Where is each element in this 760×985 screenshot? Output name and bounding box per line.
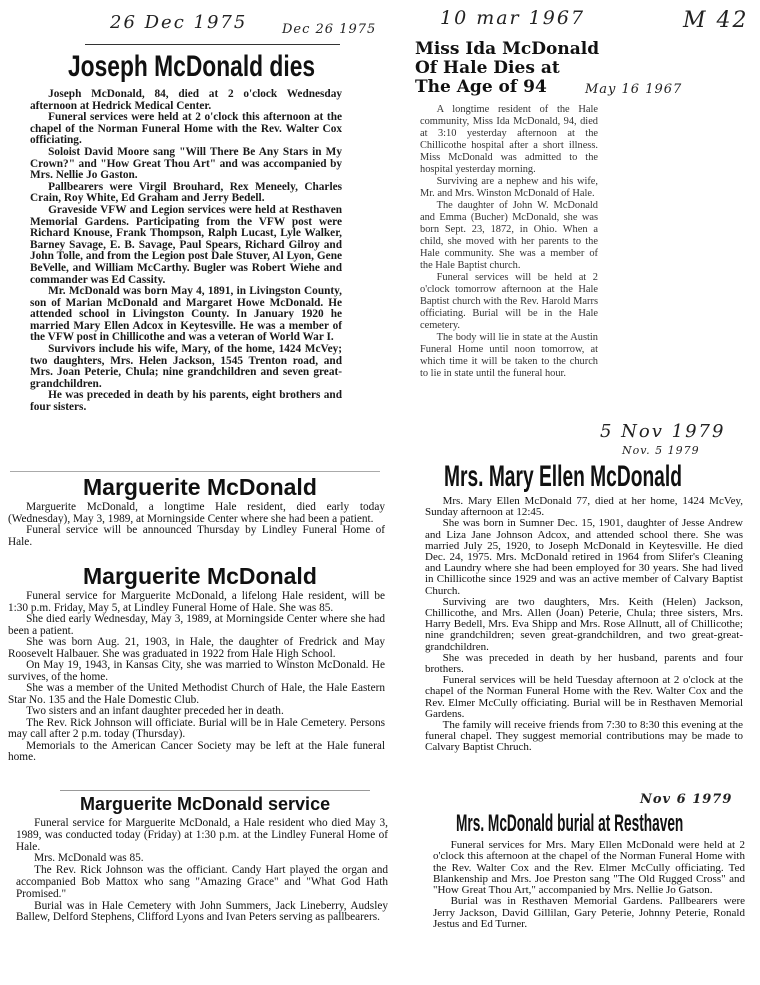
paragraph: Funeral services were held at 2 o'clock this afternoon at the chapel of the Norman Funeral Home with the Rev. Walter Cox officiating.: [30, 111, 342, 147]
handwritten-date: Nov 6 1979: [640, 792, 733, 807]
paragraph: Memorials to the American Cancer Society may be left at the Hale funeral home.: [8, 739, 385, 763]
paragraph: Funeral service for Marguerite McDonald, a Hale resident who died May 3, 1989, was conducted today (Friday) at 1:30 p.m. at the Lindley Funeral Home of Hale.: [16, 817, 388, 853]
headline-line: The Age of 94: [415, 77, 547, 97]
paragraph: The daughter of John W. McDonald and Emma (Bucher) McDonald, she was born Sept. 23, 1872, in Ohio. When a child, she moved with her parents to the Hale community. She was a member of the Hale Baptist church.: [420, 200, 598, 271]
page-label: M 42: [683, 8, 749, 33]
paragraph: On May 19, 1943, in Kansas City, she was married to Winston McDonald. He survives, of the home.: [8, 659, 385, 683]
article-body: [8, 591, 385, 764]
paragraph: The Rev. Rick Johnson will officiate. Burial will be in Hale Cemetery. Persons may call after 2 p.m. today (Thursday).: [8, 716, 385, 740]
handwritten-date: 26 Dec 1975: [110, 12, 248, 33]
paragraph: She was a member of the United Methodist Church of Hale, the Hale Eastern Star No. 135 and the Hale Domestic Club.: [8, 682, 385, 706]
headline-line: Miss Ida McDonald: [415, 39, 600, 59]
handwritten-date: 5 Nov 1979: [600, 421, 726, 442]
paragraph: Pallbearers were Virgil Brouhard, Rex Meneely, Charles Crain, Roy White, Ed Graham and Jerry Bedell.: [30, 180, 342, 205]
paragraph: She was preceded in death by her husband, parents and four brothers.: [425, 651, 743, 676]
headline-line: Of Hale Dies at: [415, 58, 560, 78]
paragraph: She was born in Sumner Dec. 15, 1901, daughter of Jesse Andrew and Liza Jane Johnson Adcox, and attended school there. She was married July 25, 1920, to Joseph McDonald in Keytesville. He died Dec. 24, 1975. Mrs. McDonald retired in 1964 from Slifer's Cleaning and Laundry where she had been employed for 30 years. She had lived in Chillicothe since 1929 and was an active member of Calvary Baptist Church.: [425, 517, 743, 597]
paragraph: Two sisters and an infant daughter preceded her in death.: [26, 705, 284, 717]
headline: [415, 40, 599, 97]
headline: Marguerite McDonald: [83, 563, 317, 589]
article-body: [16, 818, 388, 924]
headline: Joseph McDonald dies: [68, 50, 316, 83]
paragraph: Mr. McDonald was born May 4, 1891, in Livingston County, son of Marian McDonald and Margaret Howe McDonald. He attended school in Livingston County. In January 1920 he married Mary Ellen Adcox in Keytesville. He was a member of the VFW post in Chillicothe and was a veteran of World War I.: [30, 285, 342, 344]
headline: Mrs. McDonald burial at Resthaven: [456, 810, 684, 837]
paragraph: A longtime resident of the Hale community, Miss Ida McDonald, 94, died at 3:10 yesterday afternoon at the Chillicothe hospital after a short illness. Miss McDonald was admitted to the hospital yesterday morning.: [420, 104, 598, 175]
handwritten-date: Dec 26 1975: [282, 22, 377, 37]
paragraph: Funeral service for Marguerite McDonald, a lifelong Hale resident, will be 1:30 p.m. Friday, May 5, at Lindley Funeral Home of Hale. She was 85.: [8, 590, 385, 614]
paragraph: She died early Wednesday, May 3, 1989, at Morningside Center where she had been a patient.: [8, 613, 385, 637]
paragraph: The Rev. Rick Johnson was the officiant. Candy Hart played the organ and accompanied Bob Mattox who sang "Amazing Grace" and "What God Hath Promised.": [16, 864, 388, 900]
paragraph: Survivors include his wife, Mary, of the home, 1424 McVey; two daughters, Mrs. Helen Jackson, 1545 Trenton road, and Mrs. Joan Peterie, Chula; nine grandchildren and seven great-grandchildren.: [30, 343, 342, 390]
paragraph: Burial was in Resthaven Memorial Gardens. Pallbearers were Jerry Jackson, David Gillilan, Gary Peterie, Johnny Peterie, Ronald Jestus and Ed Turner.: [433, 895, 745, 931]
paragraph: The family will receive friends from 7:30 to 8:30 this evening at the funeral chapel. They suggest memorial contributions may be made to Calvary Baptist Chruch.: [425, 719, 743, 754]
paragraph: Funeral services will be held Tuesday afternoon at 2 o'clock at the chapel of the Norman Funeral Home with the Rev. Walter Cox and the Rev. Elmer McCully officiating. Burial will be in Resthaven Memorial Gardens.: [425, 674, 743, 720]
paragraph: He was preceded in death by his parents, eight brothers and four sisters.: [30, 389, 342, 414]
headline: Marguerite McDonald: [83, 474, 317, 500]
article-body: [420, 104, 598, 380]
divider: [10, 471, 380, 472]
article-body: [8, 502, 385, 548]
paragraph: She was born Aug. 21, 1903, in Hale, the daughter of Fredrick and May Roosevelt Halbauer. She was graduated in 1922 from Hale High School.: [8, 636, 385, 660]
headline: Mrs. Mary Ellen McDonald: [444, 460, 682, 493]
article-body: [425, 496, 743, 754]
handwritten-date: May 16 1967: [585, 82, 683, 97]
paragraph: Graveside VFW and Legion services were held at Resthaven Memorial Gardens. Participating from the VFW post were Richard Knouse, Frank Thompson, Ralph Lucast, Lyle Walker, Barney Savage, E. B. Savage, Paul Spears, Richard Gilroy and John Tolle, and from the Legion post Dale Stuver, Al Lyon, Gene BeVelle, and William McCarthy. Bugler was Robert Wiehe and commander was Ed Cassity.: [30, 203, 342, 286]
paragraph: Soloist David Moore sang "Will There Be Any Stars in My Crown?" and "How Great Thou Art" and was accompanied by Mrs. Nellie Jo Gaston.: [30, 145, 342, 182]
paragraph: Funeral service will be announced Thursday by Lindley Funeral Home of Hale.: [8, 524, 385, 548]
paragraph: Burial was in Hale Cemetery with John Summers, Jack Lineberry, Audsley Ballew, Delford Stephens, Clifford Lyons and Ivan Peters serving as pallbearers.: [16, 899, 388, 924]
paragraph: Funeral services will be held at 2 o'clock tomorrow afternoon at the Hale Baptist church with the Rev. Harold Marrs officiating. Burial will be in the Hale cemetery.: [420, 272, 598, 331]
handwritten-date: Nov. 5 1979: [622, 444, 700, 457]
paragraph: Marguerite McDonald, a longtime Hale resident, died early today (Wednesday), May 3, 1989, at Morningside Center where she had been a patient.: [8, 501, 385, 525]
paragraph: Funeral services for Mrs. Mary Ellen McDonald were held at 2 o'clock this afternoon at the chapel of the Norman Funeral Home with the Rev. Walter Cox and the Rev. Elmer McCully officiating. Ted Blankenship and Mrs. Joe Preston sang "The Old Rugged Cross" and "How Great Thou Art," accompanied by Mrs. Nellie Jo Gatson.: [433, 839, 745, 897]
headline: Marguerite McDonald service: [80, 794, 331, 814]
paragraph: Surviving are two daughters, Mrs. Keith (Helen) Jackson, Chillicothe, and Mrs. Allen (Joan) Peterie, Chula; three sisters, Mrs. Harry Bedell, Mrs. Eva Shipp and Mrs. Rose Allnutt, all of Chillicothe; nine grandchildren; seven great-grandchildren, and two great-great-grandchildren.: [425, 595, 743, 653]
paragraph: Mrs. McDonald was 85.: [34, 852, 144, 865]
paragraph: Joseph McDonald, 84, died at 2 o'clock Wednesday afternoon at Hedrick Medical Center.: [30, 88, 342, 112]
paragraph: Surviving are a nephew and his wife, Mr. and Mrs. Winston McDonald of Hale.: [420, 176, 598, 199]
handwritten-date: 10 mar 1967: [440, 7, 586, 29]
paragraph: Mrs. Mary Ellen McDonald 77, died at her home, 1424 McVey, Sunday afternoon at 12:45.: [425, 495, 743, 519]
divider: [85, 44, 340, 45]
article-body: [433, 840, 745, 930]
article-body: [30, 89, 342, 414]
paragraph: The body will lie in state at the Austin Funeral Home until noon tomorrow, at which time it will be taken to the church to lie in state until the funeral hour.: [420, 332, 598, 379]
divider: [60, 790, 370, 791]
